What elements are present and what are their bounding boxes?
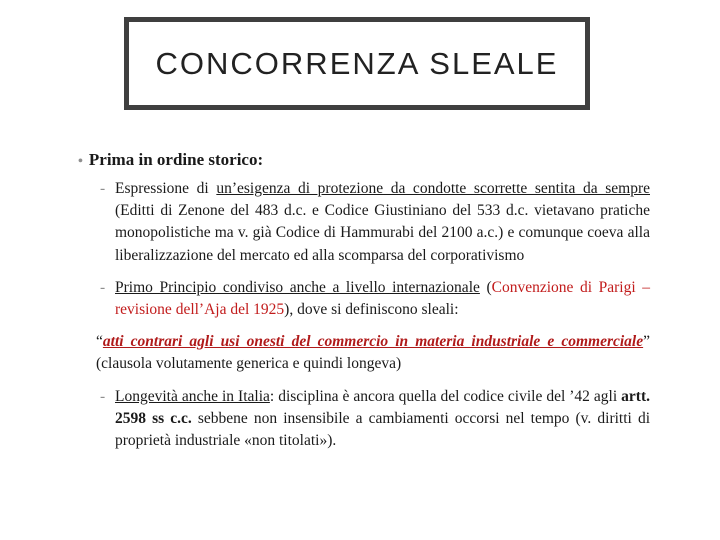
p2-underlined: Primo Principio condiviso anche a livello internazionale: [115, 278, 480, 296]
quote-link[interactable]: atti contrari agli usi onesti del commercio in materia industriale e commerciale: [102, 333, 644, 351]
dash-icon: -: [100, 180, 106, 197]
quote-open: “: [96, 333, 103, 351]
dash-icon: -: [100, 387, 106, 405]
p3-text-2: sebbene non insensibile a cambiamenti occorsi nel tempo (v. diritti di proprietà industriale «non titolati»).: [115, 409, 650, 450]
p2-text-2: ), dove si definiscono sleali:: [284, 301, 459, 319]
slide-content: [78, 150, 650, 462]
slide-title: CONCORRENZA SLEALE: [155, 45, 559, 81]
title-box: [124, 17, 590, 110]
p3-text-1: : disciplina è ancora quella del codice civile del ’42 agli: [269, 387, 622, 405]
p2-red-text: Convenzione di Parigi – revisione dell’Aja del 1925: [115, 278, 650, 319]
sub-bullet-3: [78, 386, 650, 453]
p3-bold: artt. 2598 ss c.c.: [115, 387, 650, 427]
p1-underlined: un’esigenza di protezione da condotte scorrette sentita da sempre: [216, 180, 650, 197]
definition-quote: [96, 331, 650, 375]
dash-icon: -: [100, 278, 106, 296]
main-bullet: [78, 150, 650, 170]
sub-bullet-2: [78, 277, 650, 321]
bullet-icon: •: [78, 154, 83, 169]
p1-text-1: (Editti di Zenone del 483 d.c. e Codice Giustiniano del 533 d.c. vietavano pratiche monopolistiche ma v. già Codice di Hammurabi del 2100 a.c.) e comunque coeva alla liberalizzazione del mercato ed alla scomparsa del corporativismo: [115, 202, 650, 264]
quote-close: ” (clausola volutamente generica e quindi longeva): [96, 333, 650, 373]
p2-text-1: (: [479, 278, 492, 296]
p3-underlined: Longevità anche in Italia: [115, 387, 270, 405]
p1-text-0: Espressione di: [115, 180, 217, 197]
main-heading: Prima in ordine storico:: [88, 150, 264, 169]
sub-bullet-1: [78, 178, 650, 267]
